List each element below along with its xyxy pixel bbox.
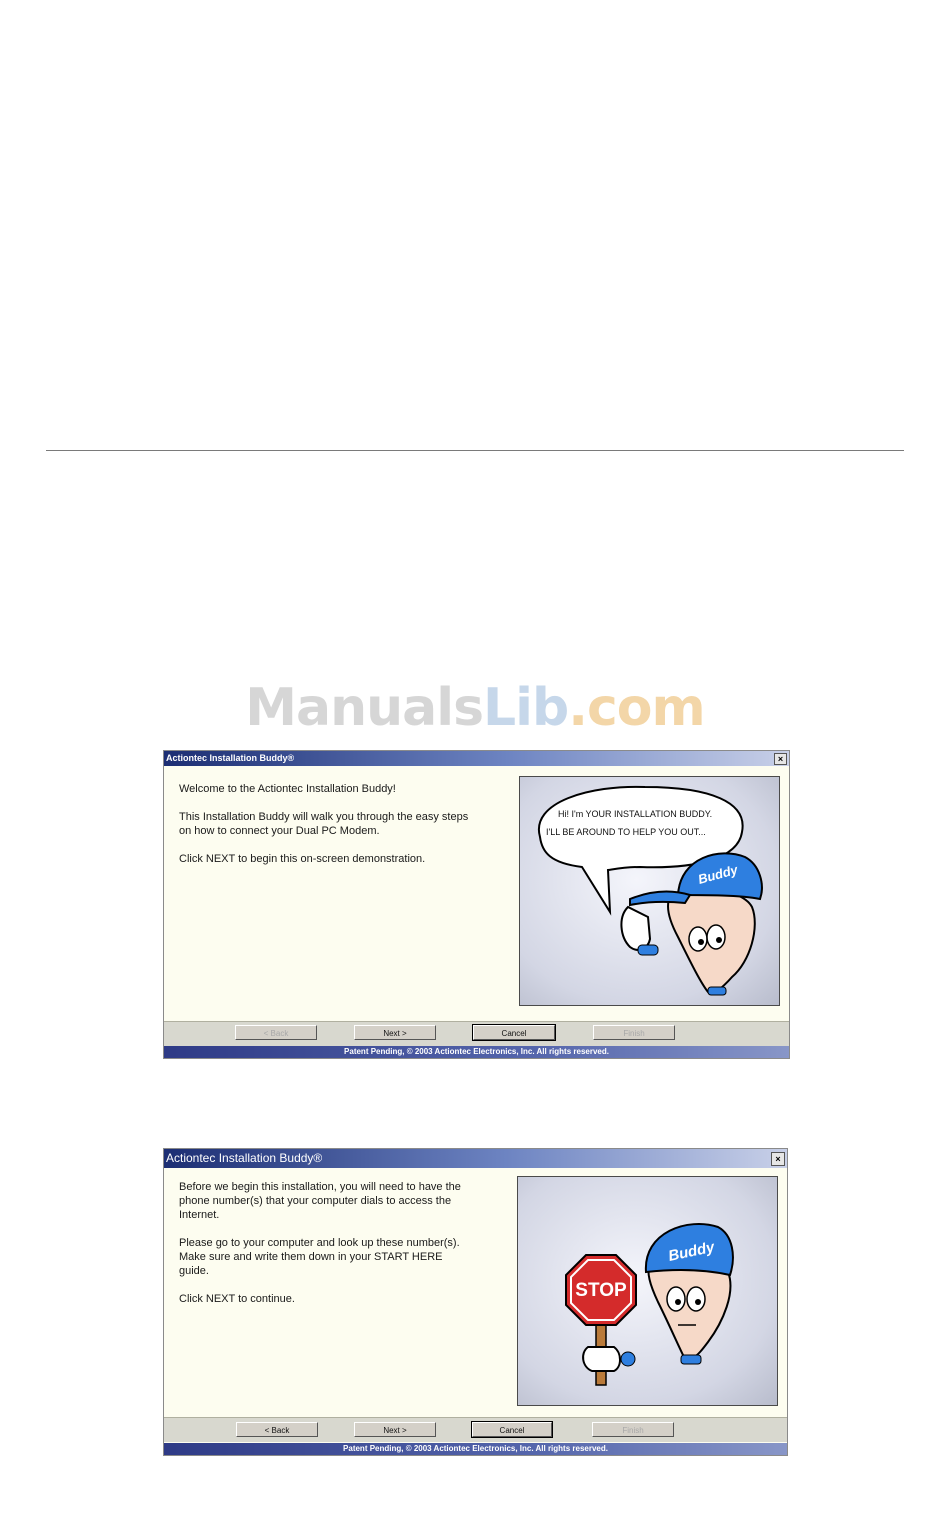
watermark-part2: Lib: [483, 678, 569, 738]
buddy-eye-left: [689, 927, 707, 951]
dialog-title-bar: [164, 751, 789, 766]
finish-button[interactable]: Finish: [593, 1025, 675, 1040]
buddy-hand: [621, 907, 650, 950]
intro-paragraph: This Installation Buddy will walk you through the easy steps on how to connect your Dual PC Modem.: [179, 811, 469, 837]
next-button[interactable]: Next >: [354, 1025, 436, 1040]
cancel-button[interactable]: Cancel: [473, 1025, 555, 1040]
dialog-text: [179, 782, 519, 880]
dialog-before-begin: [163, 1148, 788, 1456]
buddy-eye-right: [687, 1287, 705, 1311]
dialog-text: [179, 1180, 524, 1320]
next-instruction: Click NEXT to begin this on-screen demonstration.: [179, 853, 426, 865]
watermark: [0, 678, 950, 738]
cap-text: Buddy: [696, 861, 740, 887]
back-button[interactable]: < Back: [235, 1025, 317, 1040]
dialog-welcome: [163, 750, 790, 1059]
button-bar: [164, 1021, 789, 1046]
finish-button[interactable]: Finish: [592, 1422, 674, 1437]
back-button[interactable]: < Back: [236, 1422, 318, 1437]
buddy-eye-left: [667, 1287, 685, 1311]
phone-number-paragraph: Before we begin this installation, you will need to have the phone number(s) that your computer dials to access the Internet.: [179, 1181, 461, 1221]
speech-text-line2: I'LL BE AROUND TO HELP YOU OUT...: [546, 827, 706, 837]
buddy-illustration: [519, 776, 780, 1006]
continue-instruction: Click NEXT to continue.: [179, 1293, 295, 1305]
buddy-eye-right: [707, 925, 725, 949]
dialog-title: Actiontec Installation Buddy®: [166, 753, 295, 763]
stop-text: STOP: [575, 1280, 627, 1301]
copyright-footer: Patent Pending, © 2003 Actiontec Electronics, Inc. All rights reserved.: [164, 1046, 789, 1058]
next-button[interactable]: Next >: [354, 1422, 436, 1437]
dialog-title: Actiontec Installation Buddy®: [166, 1151, 323, 1165]
watermark-part3: .com: [568, 678, 705, 738]
speech-text-line1: Hi! I'm YOUR INSTALLATION BUDDY.: [558, 809, 713, 819]
copyright-footer: Patent Pending, © 2003 Actiontec Electronics, Inc. All rights reserved.: [164, 1443, 787, 1455]
cap-text: Buddy: [666, 1238, 716, 1265]
watermark-part1: Manuals: [245, 678, 484, 738]
welcome-heading: Welcome to the Actiontec Installation Buddy!: [179, 783, 396, 795]
buddy-stop-illustration: [517, 1176, 778, 1406]
close-icon[interactable]: ×: [774, 753, 787, 765]
buddy-hand: [583, 1347, 620, 1371]
horizontal-rule: [46, 450, 904, 451]
cancel-button[interactable]: Cancel: [472, 1422, 552, 1437]
button-bar: [164, 1417, 787, 1442]
dialog-title-bar: [164, 1149, 787, 1168]
close-icon[interactable]: ×: [771, 1152, 785, 1166]
lookup-paragraph: Please go to your computer and look up these number(s). Make sure and write them down in your START HERE guide.: [179, 1237, 460, 1277]
